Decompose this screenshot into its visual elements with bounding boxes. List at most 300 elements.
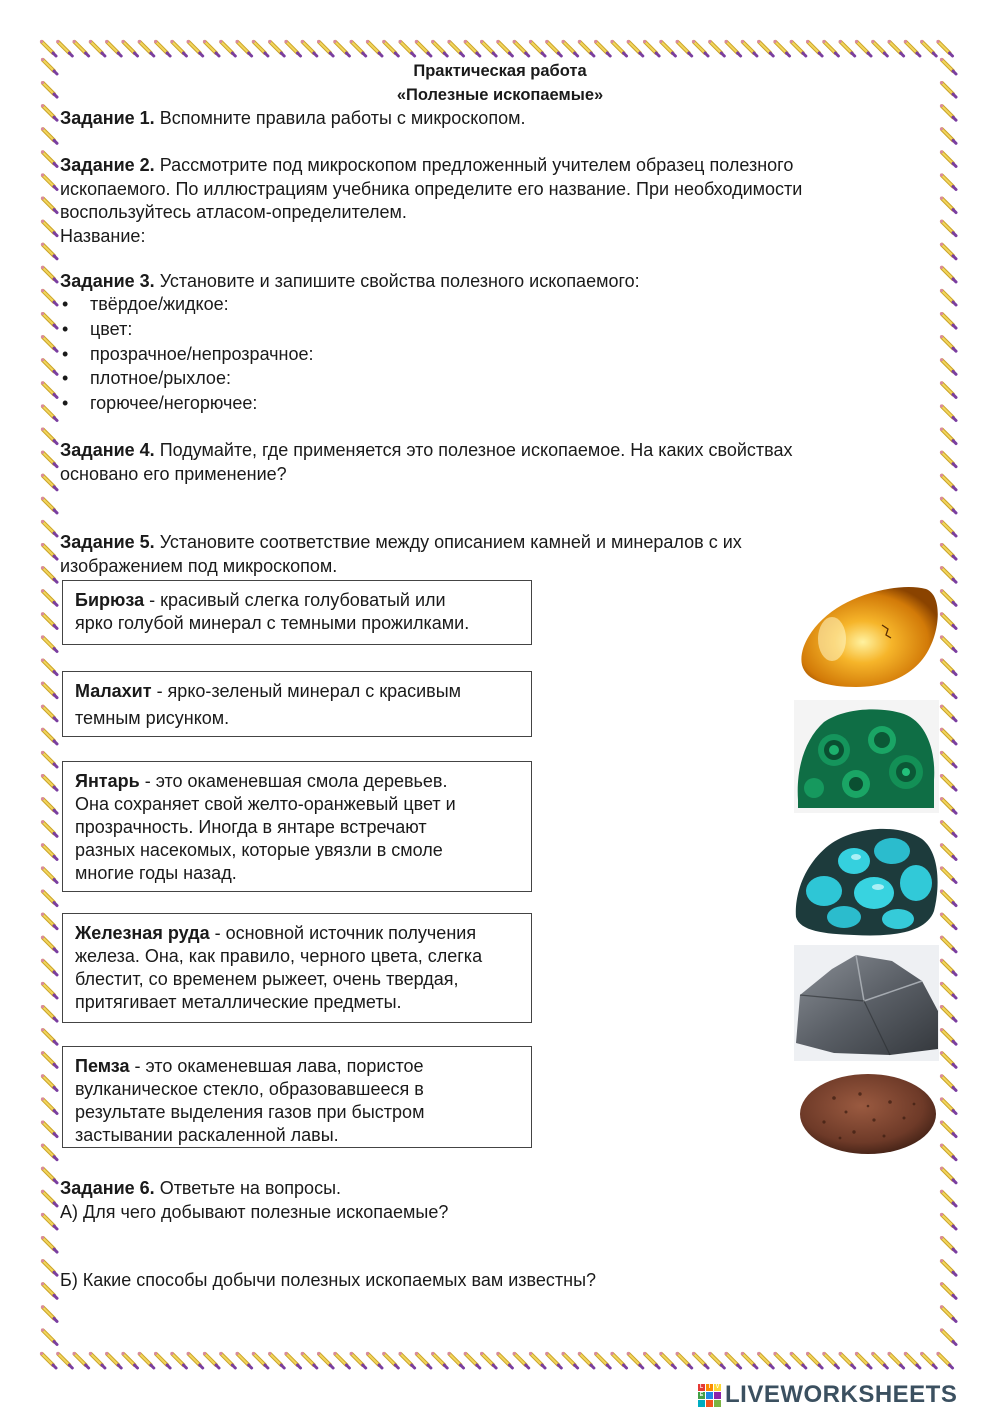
pencil-icon [56,40,72,56]
brand-name: LIVEWORKSHEETS [725,1381,958,1408]
task-2-name-label: Название: [60,225,146,246]
description-line: Она сохраняет свой желто-оранжевый цвет и [75,794,456,814]
pencil-icon [940,682,956,698]
logo-cell: L [699,1383,704,1390]
pencil-icon [940,220,956,236]
pencil-icon [940,982,956,998]
pencil-icon [301,1352,317,1368]
pencil-icon [41,243,57,259]
pencil-icon [855,40,871,56]
pencil-icon [301,40,317,56]
pencil-icon [41,266,57,282]
pencil-icon [940,543,956,559]
task-5-line-2: изображением под микроскопом. [60,555,338,576]
task-1-label: Задание 1. [60,108,155,128]
pencil-icon [41,289,57,305]
pencil-icon [529,40,545,56]
pencil-icon [496,40,512,56]
property-item: • твёрдое/жидкое: [60,292,314,317]
pencil-icon [154,40,170,56]
pencil-icon [610,1352,626,1368]
description-line: вулканическое стекло, образовавшееся в [75,1079,424,1099]
pencil-icon [41,335,57,351]
pencil-icon [41,1121,57,1137]
task-3-label: Задание 3. [60,271,155,291]
pencil-icon [562,1352,578,1368]
pencil-icon [904,40,920,56]
pencil-icon [513,1352,529,1368]
pencil-icon [940,843,956,859]
pencil-icon [41,843,57,859]
pencil-icon [676,1352,692,1368]
pencil-icon [399,40,415,56]
description-line: результате выделения газов при быстром [75,1102,425,1122]
logo-cell: E [699,1391,704,1398]
pencil-icon [940,612,956,628]
pencil-icon [940,1028,956,1044]
pencil-icon [940,890,956,906]
pencil-icon [940,381,956,397]
pencil-icon [41,890,57,906]
pencil-icon [480,1352,496,1368]
pencil-icon [940,589,956,605]
pencil-icon [940,312,956,328]
pencil-border-left [41,58,57,1345]
pencil-icon [741,40,757,56]
pencil-icon [725,1352,741,1368]
pencil-icon [940,797,956,813]
pencil-icon [41,1190,57,1206]
pencil-icon [350,1352,366,1368]
pencil-icon [41,959,57,975]
description-box-turquoise[interactable] [62,580,532,645]
pencil-icon [41,913,57,929]
pencil-icon [790,1352,806,1368]
pencil-icon [940,1121,956,1137]
pencil-icon [41,127,57,143]
pencil-icon [366,40,382,56]
task-2-line-1: Рассмотрите под микроскопом предложенный учителем образец полезного [154,155,794,175]
pumice-stone-image[interactable] [794,1068,939,1159]
pencil-icon [317,1352,333,1368]
pencil-icon [904,1352,920,1368]
description-box-iron-ore[interactable] [62,913,532,1023]
pencil-icon [73,1352,89,1368]
pencil-icon [431,40,447,56]
pencil-icon [41,520,57,536]
pencil-icon [692,40,708,56]
pencil-icon [41,104,57,120]
pencil-icon [121,40,137,56]
pencil-icon [252,40,268,56]
pencil-icon [89,40,105,56]
description-box-malachite[interactable] [62,671,532,737]
pencil-icon [940,1074,956,1090]
pencil-icon [415,1352,431,1368]
pencil-icon [940,774,956,790]
pencil-icon [936,40,952,56]
pencil-icon [284,1352,300,1368]
pencil-icon [41,312,57,328]
pencil-icon [562,40,578,56]
pencil-icon [940,866,956,882]
pencil-icon [203,40,219,56]
pencil-icon [708,40,724,56]
task-4-line-1: Подумайте, где применяется это полезное ископаемое. На каких свойствах [154,440,793,460]
pencil-icon [806,40,822,56]
pencil-icon [219,1352,235,1368]
pencil-icon [56,1352,72,1368]
pencil-icon [333,40,349,56]
pencil-icon [154,1352,170,1368]
description-box-amber[interactable] [62,761,532,892]
pencil-icon [41,1005,57,1021]
pencil-icon [41,774,57,790]
pencil-icon [940,197,956,213]
liveworksheets-logo[interactable] [698,1381,957,1409]
pencil-icon [940,335,956,351]
description-line: темным рисунком. [75,708,230,728]
task-5-line-1: Установите соответствие между описанием камней и минералов с их [154,532,742,552]
pencil-icon [940,728,956,744]
pencil-icon [41,404,57,420]
pencil-icon [940,1328,956,1344]
pencil-icon [940,104,956,120]
pencil-icon [940,1144,956,1160]
pencil-icon [940,635,956,651]
pencil-icon [757,1352,773,1368]
task-1-text: Вспомните правила работы с микроскопом. [154,108,526,128]
pencil-icon [41,589,57,605]
pencil-icon [545,1352,561,1368]
pencil-icon [41,197,57,213]
page-title: Практическая работа [413,62,587,80]
pencil-icon [399,1352,415,1368]
pencil-icon [41,1167,57,1183]
description-line: - ярко-зеленый минерал с красивым [151,681,462,701]
pencil-icon [920,1352,936,1368]
pencil-icon [431,1352,447,1368]
description-line: блестит, со временем рыжеет, очень твердая, [75,969,459,989]
pencil-icon [790,40,806,56]
pencil-icon [888,40,904,56]
pencil-icon [529,1352,545,1368]
pencil-icon [940,173,956,189]
pencil-icon [822,40,838,56]
pencil-icon [940,474,956,490]
mineral-name: Бирюза [75,590,145,610]
pencil-icon [940,243,956,259]
logo-cell [714,1400,721,1407]
pencil-icon [940,451,956,467]
page-subtitle: «Полезные ископаемые» [396,86,604,104]
pencil-icon [940,497,956,513]
description-line: ярко голубой минерал с темными прожилками. [75,613,470,633]
task-5 [60,531,940,578]
pencil-icon [41,1282,57,1298]
task-6-text: Ответьте на вопросы. [154,1178,342,1198]
pencil-icon [940,1213,956,1229]
pencil-icon [41,1213,57,1229]
pencil-icon [41,751,57,767]
pencil-icon [940,150,956,166]
pencil-icon [627,1352,643,1368]
pencil-icon [940,1005,956,1021]
pencil-icon [236,1352,252,1368]
mineral-name: Янтарь [75,771,140,791]
mineral-name: Малахит [75,681,152,701]
pencil-icon [741,1352,757,1368]
pencil-icon [940,1167,956,1183]
logo-cell [706,1392,713,1399]
task-3-text: Установите и запишите свойства полезного ископаемого: [154,271,640,291]
turquoise-stone-image[interactable] [794,821,939,937]
property-item: • плотное/рыхлое: [60,366,314,391]
pencil-icon [940,959,956,975]
logo-cell [706,1400,713,1407]
malachite-stone-image[interactable] [794,700,939,813]
pencil-icon [41,1051,57,1067]
pencil-icon [940,358,956,374]
pencil-icon [940,1305,956,1321]
pencil-icon [676,40,692,56]
description-box-pumice[interactable] [62,1046,532,1148]
pencil-icon [41,982,57,998]
pencil-icon [594,40,610,56]
pencil-icon [940,751,956,767]
pencil-icon [41,497,57,513]
iron-ore-stone-image[interactable] [794,945,939,1061]
pencil-icon [464,1352,480,1368]
pencil-icon [447,1352,463,1368]
pencil-icon [940,404,956,420]
pencil-icon [415,40,431,56]
task-2 [60,154,940,248]
pencil-icon [138,1352,154,1368]
task-6 [60,1177,940,1224]
logo-cell [698,1400,705,1407]
pencil-icon [627,40,643,56]
pencil-icon [41,820,57,836]
task-6-question-b: Б) Какие способы добычи полезных ископаемых вам известны? [60,1270,597,1290]
pencil-icon [41,173,57,189]
pencil-icon [382,40,398,56]
pencil-icon [219,40,235,56]
pencil-icon [41,358,57,374]
pencil-icon [41,659,57,675]
pencil-icon [940,428,956,444]
pencil-icon [40,40,56,56]
pencil-icon [610,40,626,56]
pencil-icon [41,866,57,882]
pencil-icon [464,40,480,56]
pencil-icon [578,1352,594,1368]
pencil-icon [936,1352,952,1368]
logo-grid-icon [698,1384,721,1407]
task-4-label: Задание 4. [60,440,155,460]
description-line: разных насекомых, которые увязли в смоле [75,840,443,860]
task-2-line-3: воспользуйтесь атласом-определителем. [60,202,407,222]
pencil-icon [105,1352,121,1368]
pencil-icon [940,1236,956,1252]
task-2-label: Задание 2. [60,155,155,175]
pencil-icon [382,1352,398,1368]
pencil-icon [643,40,659,56]
description-line: многие годы назад. [75,863,237,883]
pencil-icon [659,40,675,56]
pencil-icon [578,40,594,56]
pencil-icon [138,40,154,56]
pencil-icon [40,1352,56,1368]
pencil-icon [350,40,366,56]
pencil-icon [940,289,956,305]
task-1 [60,107,525,131]
pencil-icon [940,705,956,721]
pencil-icon [888,1352,904,1368]
pencil-icon [170,1352,186,1368]
pencil-icon [41,220,57,236]
pencil-icon [41,1074,57,1090]
property-item: • цвет: [60,317,314,342]
pencil-icon [121,1352,137,1368]
pencil-icon [496,1352,512,1368]
description-line: - это окаменевшая лава, пористое [129,1056,424,1076]
task-3 [60,270,640,294]
pencil-icon [940,566,956,582]
pencil-icon [41,428,57,444]
pencil-icon [41,936,57,952]
pencil-icon [41,1328,57,1344]
description-line: - красивый слегка голубоватый или [144,590,446,610]
pencil-icon [41,705,57,721]
pencil-icon [41,566,57,582]
task-6-label: Задание 6. [60,1178,155,1198]
pencil-icon [187,40,203,56]
pencil-icon [940,1051,956,1067]
pencil-icon [643,1352,659,1368]
pencil-icon [940,520,956,536]
pencil-icon [940,936,956,952]
pencil-icon [594,1352,610,1368]
task-4 [60,439,940,486]
logo-cell: V [715,1383,720,1390]
task-5-label: Задание 5. [60,532,155,552]
pencil-icon [89,1352,105,1368]
description-line: - основной источник получения [209,923,477,943]
pencil-icon [317,40,333,56]
pencil-icon [41,682,57,698]
pencil-icon [41,612,57,628]
pencil-icon [940,127,956,143]
pencil-icon [545,40,561,56]
task-3-property-list [60,292,314,416]
pencil-icon [268,40,284,56]
pencil-icon [41,1305,57,1321]
pencil-icon [940,820,956,836]
pencil-icon [940,266,956,282]
pencil-icon [41,150,57,166]
pencil-icon [203,1352,219,1368]
pencil-icon [41,381,57,397]
pencil-icon [41,1097,57,1113]
pencil-icon [940,1097,956,1113]
pencil-icon [839,40,855,56]
pencil-icon [333,1352,349,1368]
description-line: застывании раскаленной лавы. [75,1125,339,1145]
pencil-icon [447,40,463,56]
pencil-icon [871,1352,887,1368]
pencil-border-top [40,40,953,56]
pencil-icon [105,40,121,56]
pencil-icon [871,40,887,56]
logo-cell [714,1392,721,1399]
pencil-icon [41,474,57,490]
pencil-icon [41,728,57,744]
pencil-icon [268,1352,284,1368]
pencil-icon [708,1352,724,1368]
pencil-icon [940,1259,956,1275]
pencil-icon [940,913,956,929]
pencil-icon [170,40,186,56]
pencil-border-bottom [40,1352,953,1368]
pencil-icon [252,1352,268,1368]
description-line: притягивает металлические предметы. [75,992,402,1012]
pencil-icon [236,40,252,56]
pencil-icon [822,1352,838,1368]
pencil-icon [41,543,57,559]
property-item: • прозрачное/непрозрачное: [60,342,314,367]
pencil-icon [41,1144,57,1160]
amber-stone-image[interactable] [794,577,939,693]
pencil-icon [513,40,529,56]
logo-cell: I [706,1384,713,1391]
description-line: - это окаменевшая смола деревьев. [139,771,448,791]
pencil-icon [41,1259,57,1275]
mineral-name: Железная руда [75,923,210,943]
description-line: железа. Она, как правило, черного цвета, слегка [75,946,483,966]
pencil-icon [41,1028,57,1044]
description-line: прозрачность. Иногда в янтаре встречают [75,817,427,837]
pencil-icon [757,40,773,56]
pencil-icon [41,451,57,467]
pencil-icon [725,40,741,56]
pencil-icon [855,1352,871,1368]
pencil-icon [920,40,936,56]
pencil-icon [659,1352,675,1368]
pencil-icon [41,635,57,651]
pencil-icon [940,1190,956,1206]
pencil-icon [366,1352,382,1368]
task-2-line-2: ископаемого. По иллюстрациям учебника определите его название. При необходимости [60,178,803,199]
pencil-icon [187,1352,203,1368]
pencil-icon [773,1352,789,1368]
property-item: • горючее/негорючее: [60,391,314,416]
pencil-icon [806,1352,822,1368]
pencil-icon [773,40,789,56]
pencil-icon [839,1352,855,1368]
task-4-line-2: основано его применение? [60,463,287,484]
mineral-name: Пемза [75,1056,130,1076]
pencil-icon [480,40,496,56]
pencil-icon [73,40,89,56]
pencil-icon [41,1236,57,1252]
pencil-icon [692,1352,708,1368]
task-6-question-a: А) Для чего добывают полезные ископаемые? [60,1201,449,1222]
pencil-border-right [940,58,956,1345]
pencil-icon [41,797,57,813]
pencil-icon [940,1282,956,1298]
pencil-icon [940,659,956,675]
